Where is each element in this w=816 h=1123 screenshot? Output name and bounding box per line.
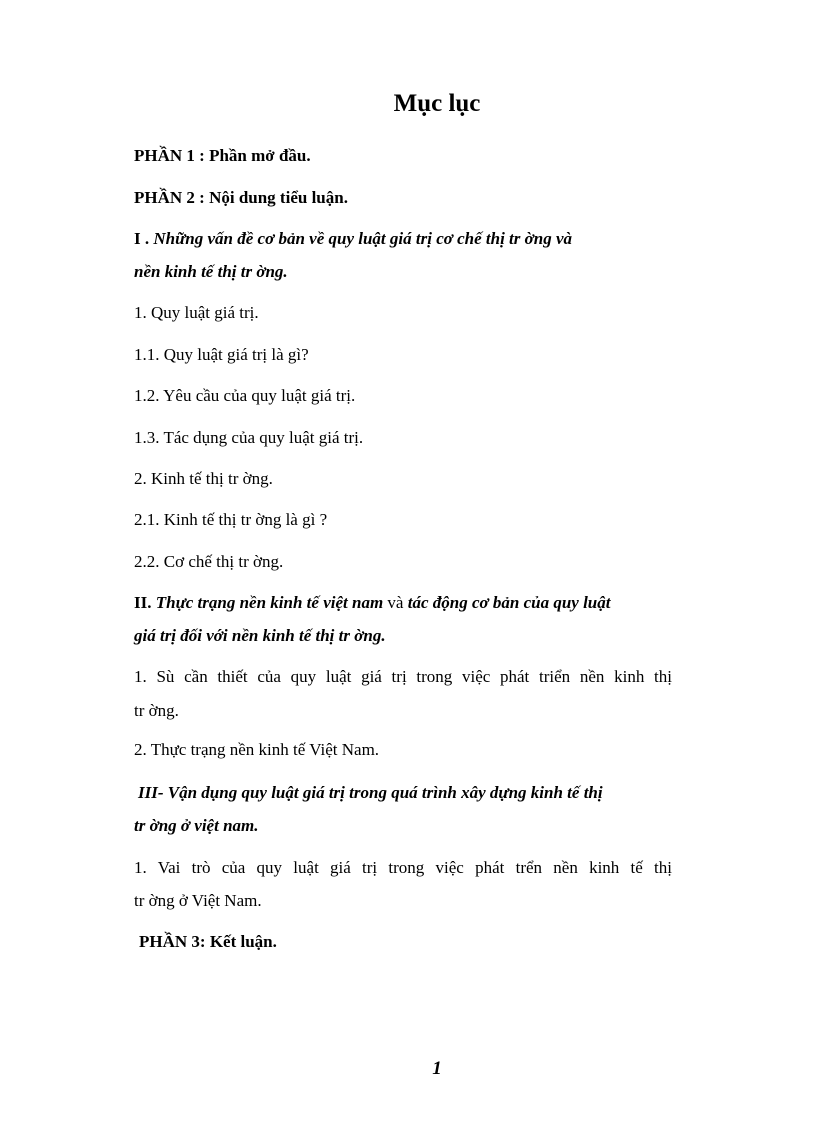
toc-item-1-2: 1.2. Yêu cầu của quy luật giá trị. bbox=[134, 386, 356, 405]
toc-item-1: 1. Quy luật giá trị. bbox=[134, 303, 259, 322]
toc-section-2-line-2: giá trị đối với nền kinh tế thị tr ờng. bbox=[134, 626, 386, 645]
toc-part-2: PHẦN 2 : Nội dung tiểu luận. bbox=[134, 188, 348, 207]
toc-part-1: PHẦN 1 : Phần mở đầu. bbox=[134, 146, 311, 165]
section-2-title-mid: và bbox=[387, 593, 404, 612]
toc-section-2-item-1-line-1: 1. Sù cần thiết của quy luật giá trị trong việc phát triển nền kinh thị bbox=[134, 667, 672, 686]
toc-part-3: PHẦN 3: Kết luận. bbox=[139, 932, 277, 951]
page-title: Mục lục bbox=[393, 90, 481, 117]
section-2-number: II. bbox=[134, 593, 152, 612]
toc-section-3-line-2: tr ờng ở việt nam. bbox=[134, 816, 259, 835]
toc-section-2-line-1 bbox=[134, 593, 672, 613]
toc-section-1-line-1 bbox=[134, 229, 672, 249]
toc-item-1-1: 1.1. Quy luật giá trị là gì? bbox=[134, 345, 309, 364]
toc-item-1-3: 1.3. Tác dụng của quy luật giá trị. bbox=[134, 428, 364, 447]
toc-item-2: 2. Kinh tế thị tr ờng. bbox=[134, 469, 273, 488]
toc-section-2-item-2: 2. Thực trạng nền kinh tế Việt Nam. bbox=[134, 740, 380, 759]
toc-section-2-item-1-line-2: tr ờng. bbox=[134, 701, 179, 720]
toc-item-2-1: 2.1. Kinh tế thị tr ờng là gì ? bbox=[134, 510, 328, 529]
toc-section-3-line-1: III- Vận dụng quy luật giá trị trong quá trình xây dựng kinh tế thị bbox=[138, 783, 603, 802]
toc-item-2-2: 2.2. Cơ chế thị tr ờng. bbox=[134, 552, 284, 571]
toc-section-1-line-2: nền kinh tế thị tr ờng. bbox=[134, 262, 288, 281]
section-2-title-a: Thực trạng nền kinh tế việt nam bbox=[155, 593, 384, 612]
toc-section-3-item-1-line-2: tr ờng ở Việt Nam. bbox=[134, 891, 262, 910]
section-2-title-b: tác động cơ bản của quy luật bbox=[407, 593, 611, 612]
page-number: 1 bbox=[432, 1058, 442, 1079]
toc-section-3-item-1-line-1: 1. Vai trò của quy luật giá trị trong việc phát trển nền kinh tế thị bbox=[134, 858, 672, 877]
section-1-title: Những vấn đề cơ bản về quy luật giá trị cơ chế thị tr ờng và bbox=[153, 229, 573, 248]
section-1-number: I . bbox=[134, 229, 150, 248]
